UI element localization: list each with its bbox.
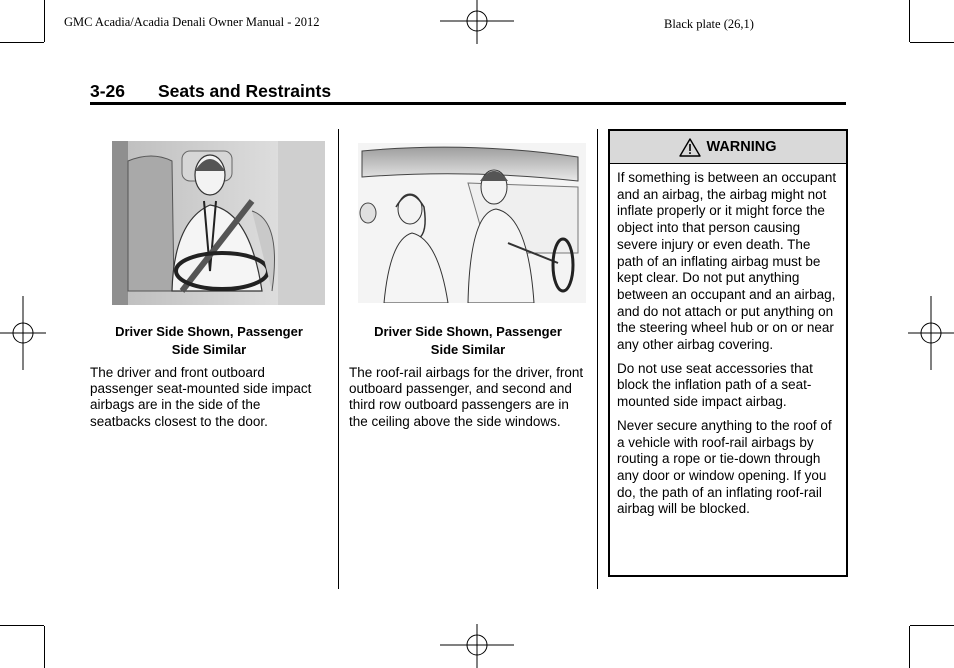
warning-paragraph: Do not use seat accessories that block the inflation path of a seat-mounted side impact airbag. [617, 360, 813, 410]
body-paragraph: The driver and front outboard passenger seat-mounted side impact airbags are in the side of the seatbacks closest to the door. [90, 365, 312, 429]
crop-mark [909, 0, 910, 42]
crop-mark [909, 626, 910, 668]
warning-box [608, 129, 848, 577]
warning-paragraph: Never secure anything to the roof of a vehicle with roof-rail airbags by routing a rope or tie-down through any door or window opening. If you do, the path of an inflating roof-rail airbag will be blocked. [617, 417, 832, 517]
crop-mark [910, 625, 954, 626]
column-divider [338, 129, 339, 589]
caption-line: Driver Side Shown, Passenger [115, 324, 303, 339]
manual-title: GMC Acadia/Acadia Denali Owner Manual - 2012 [64, 15, 320, 29]
page-number: 3-26 [90, 81, 126, 101]
warning-paragraph: If something is between an occupant and an airbag, the airbag might not inflate properly or it might force the object into that person causing severe injury or even death. The path of an inflating airbag must be kept clear. Do not put anything between an occupant and an airbag, and do not attach or put anything on the steering wheel hub or on or near any other airbag covering. [617, 170, 837, 353]
section-heading [90, 81, 331, 102]
caption-line: Side Similar [430, 342, 506, 357]
roof-rail-airbag-illustration [358, 143, 586, 303]
warning-header [610, 131, 846, 164]
registration-mark-bottom [440, 624, 514, 668]
warning-label: WARNING [706, 139, 777, 155]
caption-line: Driver Side Shown, Passenger [374, 324, 562, 339]
crop-mark [0, 42, 44, 43]
column-divider [597, 129, 598, 589]
crop-mark [0, 625, 44, 626]
body-paragraph: The roof-rail airbags for the driver, front outboard passenger, and second and third row outboard passengers are in the ceiling above the side windows. [349, 365, 584, 429]
registration-mark-right [908, 296, 954, 370]
caption-line: Side Similar [171, 342, 247, 357]
section-title: Seats and Restraints [158, 81, 332, 101]
warning-body [610, 164, 846, 518]
figure-caption [349, 323, 587, 359]
plate-label: Black plate (26,1) [664, 17, 754, 31]
warning-triangle-icon [679, 138, 701, 157]
figure-caption [90, 323, 328, 359]
registration-mark-left [0, 296, 46, 370]
crop-mark [910, 42, 954, 43]
driver-seat-side-airbag-illustration [112, 141, 325, 305]
crop-mark [44, 626, 45, 668]
crop-mark [44, 0, 45, 42]
registration-mark-top [440, 0, 514, 44]
heading-rule [90, 102, 846, 105]
